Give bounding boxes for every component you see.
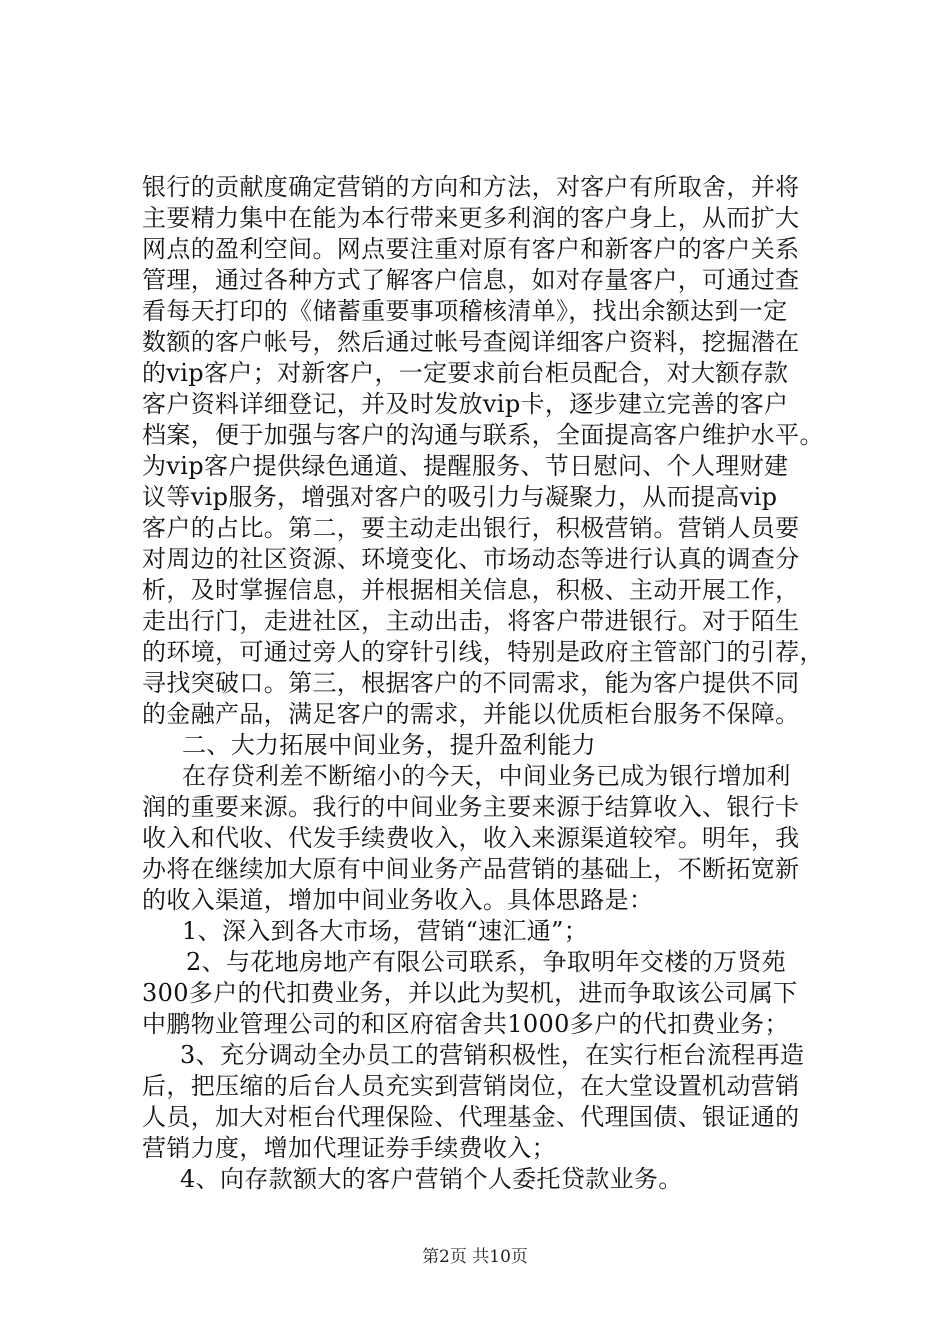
text-line: 为vip客户提供绿色通道、提醒服务、节日慰问、个人理财建 [142,452,789,480]
document-body [142,172,822,1195]
text-line: 的vip客户；对新客户，一定要求前台柜员配合，对大额存款 [142,359,789,387]
text-line: 数额的客户帐号，然后通过帐号查阅详细客户资料，挖掘潜在 [142,328,800,356]
text-line: 看每天打印的《储蓄重要事项稽核清单》，找出余额达到一定 [142,297,788,325]
list-item-4: 4、向存款额大的客户营销个人委托贷款业务。 [180,1165,683,1193]
text-line: 析，及时掌握信息，并根据相关信息，积极、主动开展工作， [142,576,800,604]
text-line: 营销力度，增加代理证券手续费收入； [142,1134,556,1162]
text-line: 管理，通过各种方式了解客户信息，如对存量客户，可通过查 [142,266,800,294]
text-line: 档案，便于加强与客户的沟通与联系，全面提高客户维护水平。 [142,421,824,449]
text-line: 寻找突破口。第三，根据客户的不同需求，能为客户提供不同 [142,669,800,697]
list-item-2: 2、与花地房地产有限公司联系，争取明年交楼的万贤苑 [186,948,787,976]
list-item-1: 1、深入到各大市场，营销“速汇通”； [182,917,589,945]
text-line: 中鹏物业管理公司的和区府宿舍共1000多户的代扣费业务； [142,1010,789,1038]
page-number-footer: 第2页 共10页 [422,1247,528,1267]
text-line: 后，把压缩的后台人员充实到营销岗位，在大堂设置机动营销 [142,1072,800,1100]
text-line: 对周边的社区资源、环境变化、市场动态等进行认真的调查分 [142,545,800,573]
text-line: 300多户的代扣费业务，并以此为契机，进而争取该公司属下 [142,979,798,1007]
text-line: 办将在继续加大原有中间业务产品营销的基础上，不断拓宽新 [142,855,800,883]
text-line: 银行的贡献度确定营销的方向和方法，对客户有所取舍，并将 [142,173,800,201]
text-line: 润的重要来源。我行的中间业务主要来源于结算收入、银行卡 [142,793,800,821]
text-line: 人员，加大对柜台代理保险、代理基金、代理国债、银证通的 [142,1103,800,1131]
text-line: 走出行门，走进社区，主动出击，将客户带进银行。对于陌生 [142,607,800,635]
text-line: 收入和代收、代发手续费收入，收入来源渠道较窄。明年，我 [142,824,800,852]
text-line: 客户的占比。第二，要主动走出银行，积极营销。营销人员要 [142,514,800,542]
text-line: 的环境，可通过旁人的穿针引线，特别是政府主管部门的引荐， [142,638,824,666]
section-heading: 二、大力拓展中间业务，提升盈利能力 [182,731,596,759]
list-item-3: 3、充分调动全办员工的营销积极性，在实行柜台流程再造 [180,1041,805,1069]
text-line: 主要精力集中在能为本行带来更多利润的客户身上，从而扩大 [142,204,800,232]
text-line: 议等vip服务，增强对客户的吸引力与凝聚力，从而提高vip [142,483,778,511]
text-line: 客户资料详细登记，并及时发放vip卡，逐步建立完善的客户 [142,390,789,418]
paragraph-start-line: 在存贷利差不断缩小的今天，中间业务已成为银行增加利 [182,762,791,790]
text-line: 网点的盈利空间。网点要注重对原有客户和新客户的客户关系 [142,235,800,263]
text-line: 的金融产品，满足客户的需求，并能以优质柜台服务不保障。 [142,700,800,728]
text-line: 的收入渠道，增加中间业务收入。具体思路是： [142,886,654,914]
